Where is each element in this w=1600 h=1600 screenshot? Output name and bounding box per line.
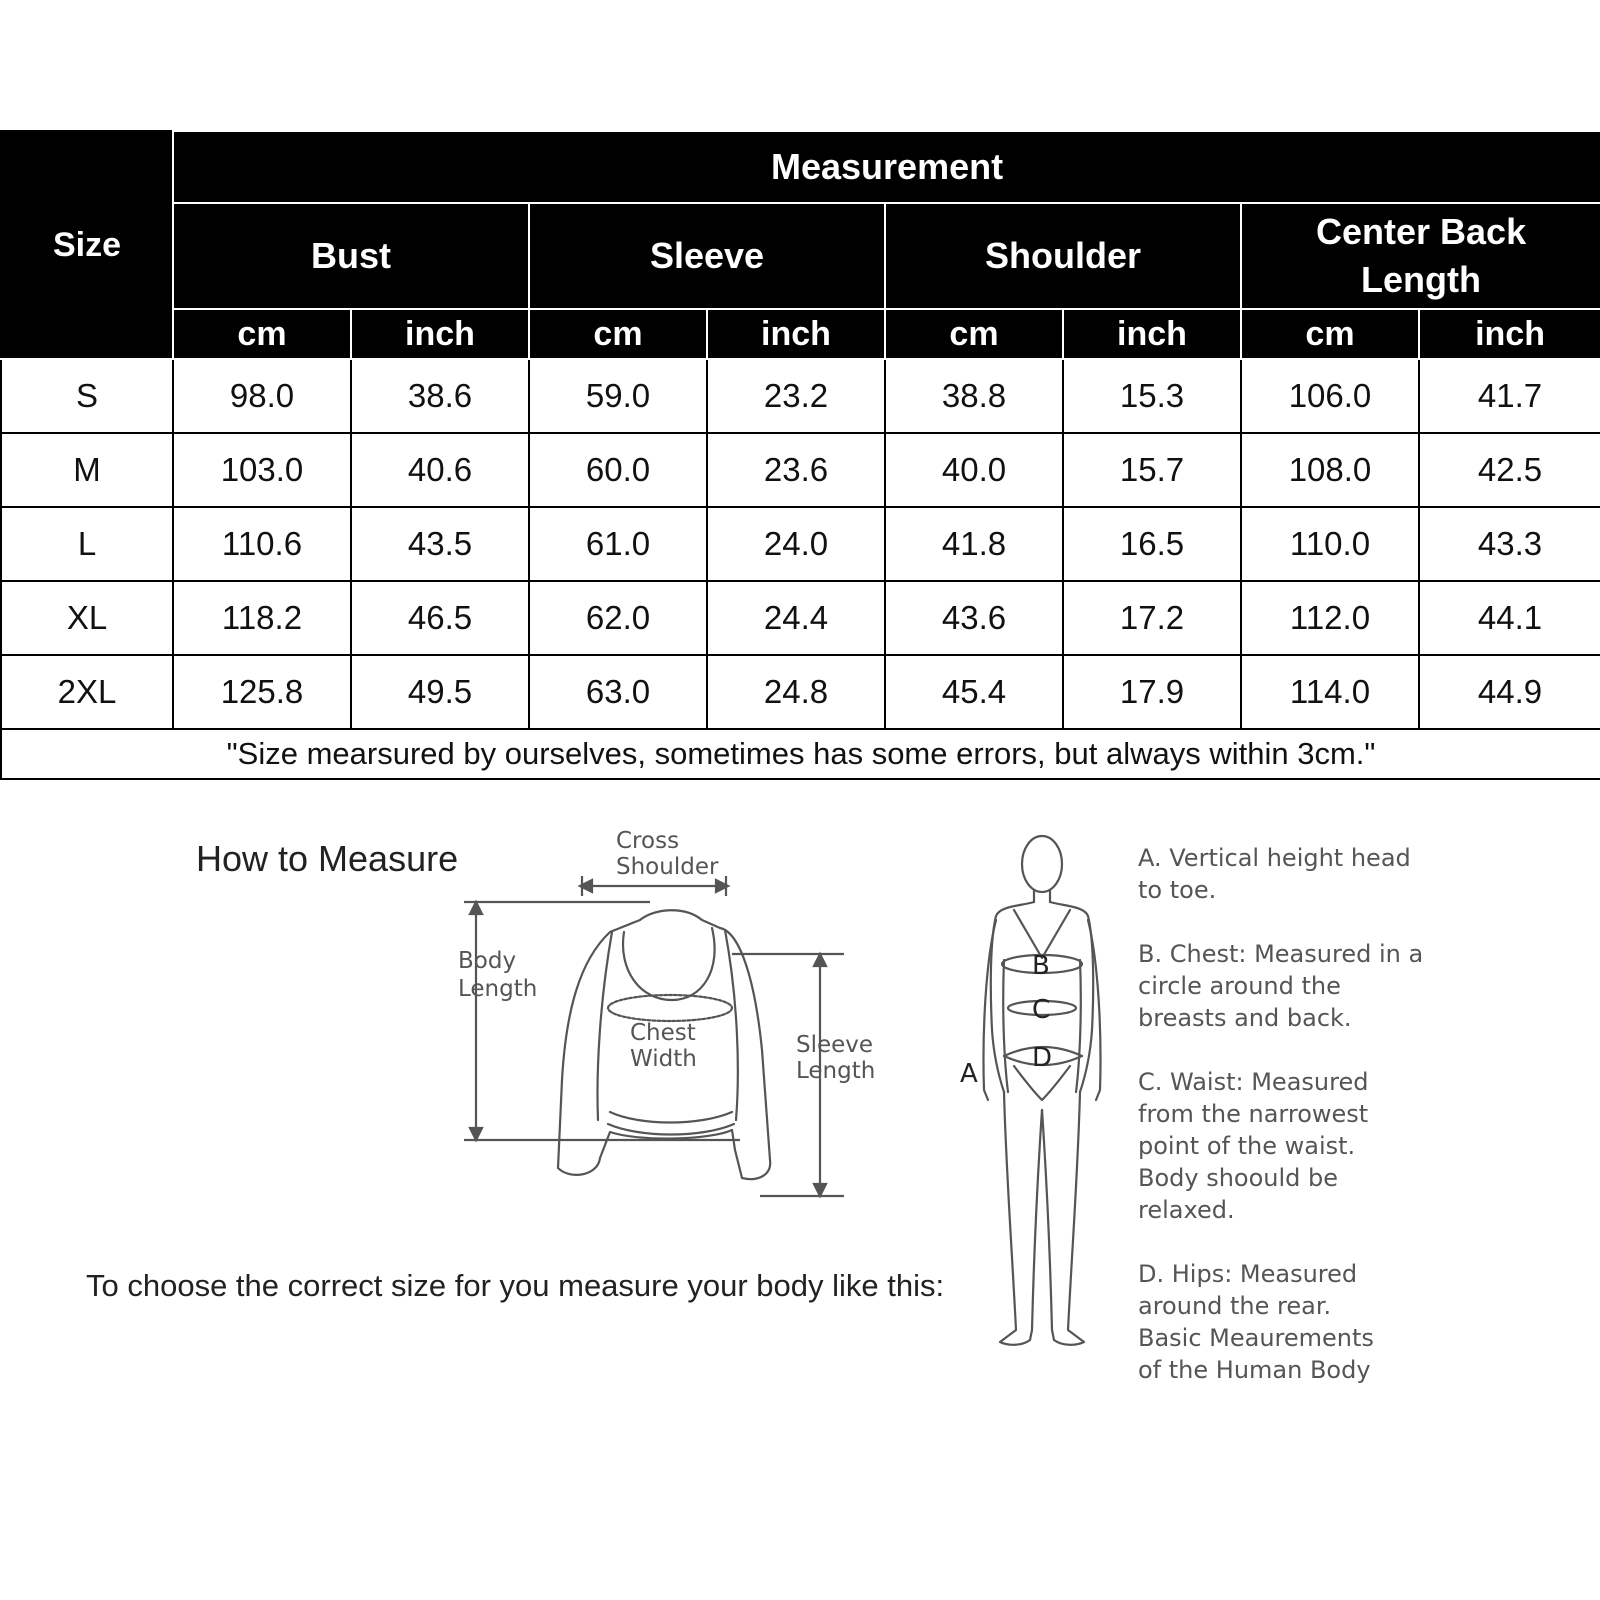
measurement-cell: 40.0 [885,433,1063,507]
measurement-cell: 23.6 [707,433,885,507]
legend-item-height: A. Vertical height head to toe. [1138,844,1411,904]
measurement-cell: 112.0 [1241,581,1419,655]
body-letter-a: A [960,1059,978,1089]
sleeve-header: Sleeve [529,203,885,309]
body-length-label-line2: Length [458,976,538,1002]
measurement-cell: 114.0 [1241,655,1419,729]
measurement-cell: 15.7 [1063,433,1241,507]
measurement-cell: 15.3 [1063,359,1241,433]
measurement-cell: 110.6 [173,507,351,581]
table-row [1,507,1600,581]
size-cell: M [1,433,173,507]
note-row [1,729,1600,779]
measurement-cell: 43.6 [885,581,1063,655]
legend-item-waist: C. Waist: Measured from the narrowest point of the waist. Body shoould be relaxed. [1138,1068,1369,1224]
measurement-cell: 98.0 [173,359,351,433]
unit-header-cm: cm [885,309,1063,359]
center-back-length-header: Center Back Length [1241,203,1600,309]
measurement-cell: 103.0 [173,433,351,507]
measurement-cell: 41.7 [1419,359,1600,433]
size-cell: 2XL [1,655,173,729]
body-letter-c: C [1032,995,1051,1025]
cross-shoulder-label-line1: Cross [616,828,680,854]
measurement-cell: 63.0 [529,655,707,729]
measurement-cell: 43.5 [351,507,529,581]
unit-header-cm: cm [529,309,707,359]
unit-header-cm: cm [173,309,351,359]
body-letter-d: D [1032,1043,1053,1073]
measurement-note: "Size mearsured by ourselves, sometimes has some errors, but always within 3cm." [1,729,1600,779]
measurement-cell: 118.2 [173,581,351,655]
measurement-cell: 110.0 [1241,507,1419,581]
table-row [1,433,1600,507]
unit-header-inch: inch [351,309,529,359]
size-header: Size [1,131,173,359]
measurement-header: Measurement [173,131,1600,203]
size-cell: L [1,507,173,581]
measurement-cell: 46.5 [351,581,529,655]
measurement-cell: 17.9 [1063,655,1241,729]
measurement-cell: 60.0 [529,433,707,507]
measurement-cell: 43.3 [1419,507,1600,581]
chest-width-label-line1: Chest [630,1020,696,1046]
measurement-cell: 40.6 [351,433,529,507]
body-letter-b: B [1032,951,1050,981]
measurement-cell: 59.0 [529,359,707,433]
measurement-cell: 16.5 [1063,507,1241,581]
measurement-cell: 24.8 [707,655,885,729]
measurement-cell: 62.0 [529,581,707,655]
body-length-label-line1: Body [458,948,517,974]
table-row [1,581,1600,655]
measurement-cell: 125.8 [173,655,351,729]
table-row [1,655,1600,729]
measurement-cell: 108.0 [1241,433,1419,507]
measurement-cell: 61.0 [529,507,707,581]
legend-item-hips: D. Hips: Measured around the rear. Basic Meaurements of the Human Body [1138,1260,1374,1384]
sleeve-length-label-line2: Length [796,1058,876,1084]
unit-header-inch: inch [1419,309,1600,359]
size-cell: S [1,359,173,433]
measurement-cell: 49.5 [351,655,529,729]
measurement-cell: 42.5 [1419,433,1600,507]
measurement-cell: 24.0 [707,507,885,581]
measurement-cell: 23.2 [707,359,885,433]
unit-header-cm: cm [1241,309,1419,359]
unit-header-inch: inch [1063,309,1241,359]
body-figure-diagram [960,830,1120,1370]
size-instruction-text: To choose the correct size for you measure your body like this: [86,1268,945,1303]
sleeve-length-label-line1: Sleeve [796,1032,874,1058]
table-row [1,359,1600,433]
bust-header: Bust [173,203,529,309]
measurement-cell: 38.8 [885,359,1063,433]
measurement-cell: 24.4 [707,581,885,655]
cross-shoulder-label-line2: Shoulder [616,854,719,880]
measurement-cell: 106.0 [1241,359,1419,433]
unit-header-inch: inch [707,309,885,359]
measurement-cell: 17.2 [1063,581,1241,655]
legend-item-chest: B. Chest: Measured in a circle around the breasts and back. [1138,940,1424,1032]
shoulder-header: Shoulder [885,203,1241,309]
measurement-cell: 38.6 [351,359,529,433]
size-cell: XL [1,581,173,655]
chest-width-label-line2: Width [630,1046,697,1072]
measurement-cell: 45.4 [885,655,1063,729]
measurement-cell: 44.1 [1419,581,1600,655]
size-chart-table [0,130,1600,780]
measurement-cell: 41.8 [885,507,1063,581]
garment-diagram [440,820,900,1210]
size-table-body [1,359,1600,779]
measurement-cell: 44.9 [1419,655,1600,729]
how-to-measure-title: How to Measure [196,838,459,879]
